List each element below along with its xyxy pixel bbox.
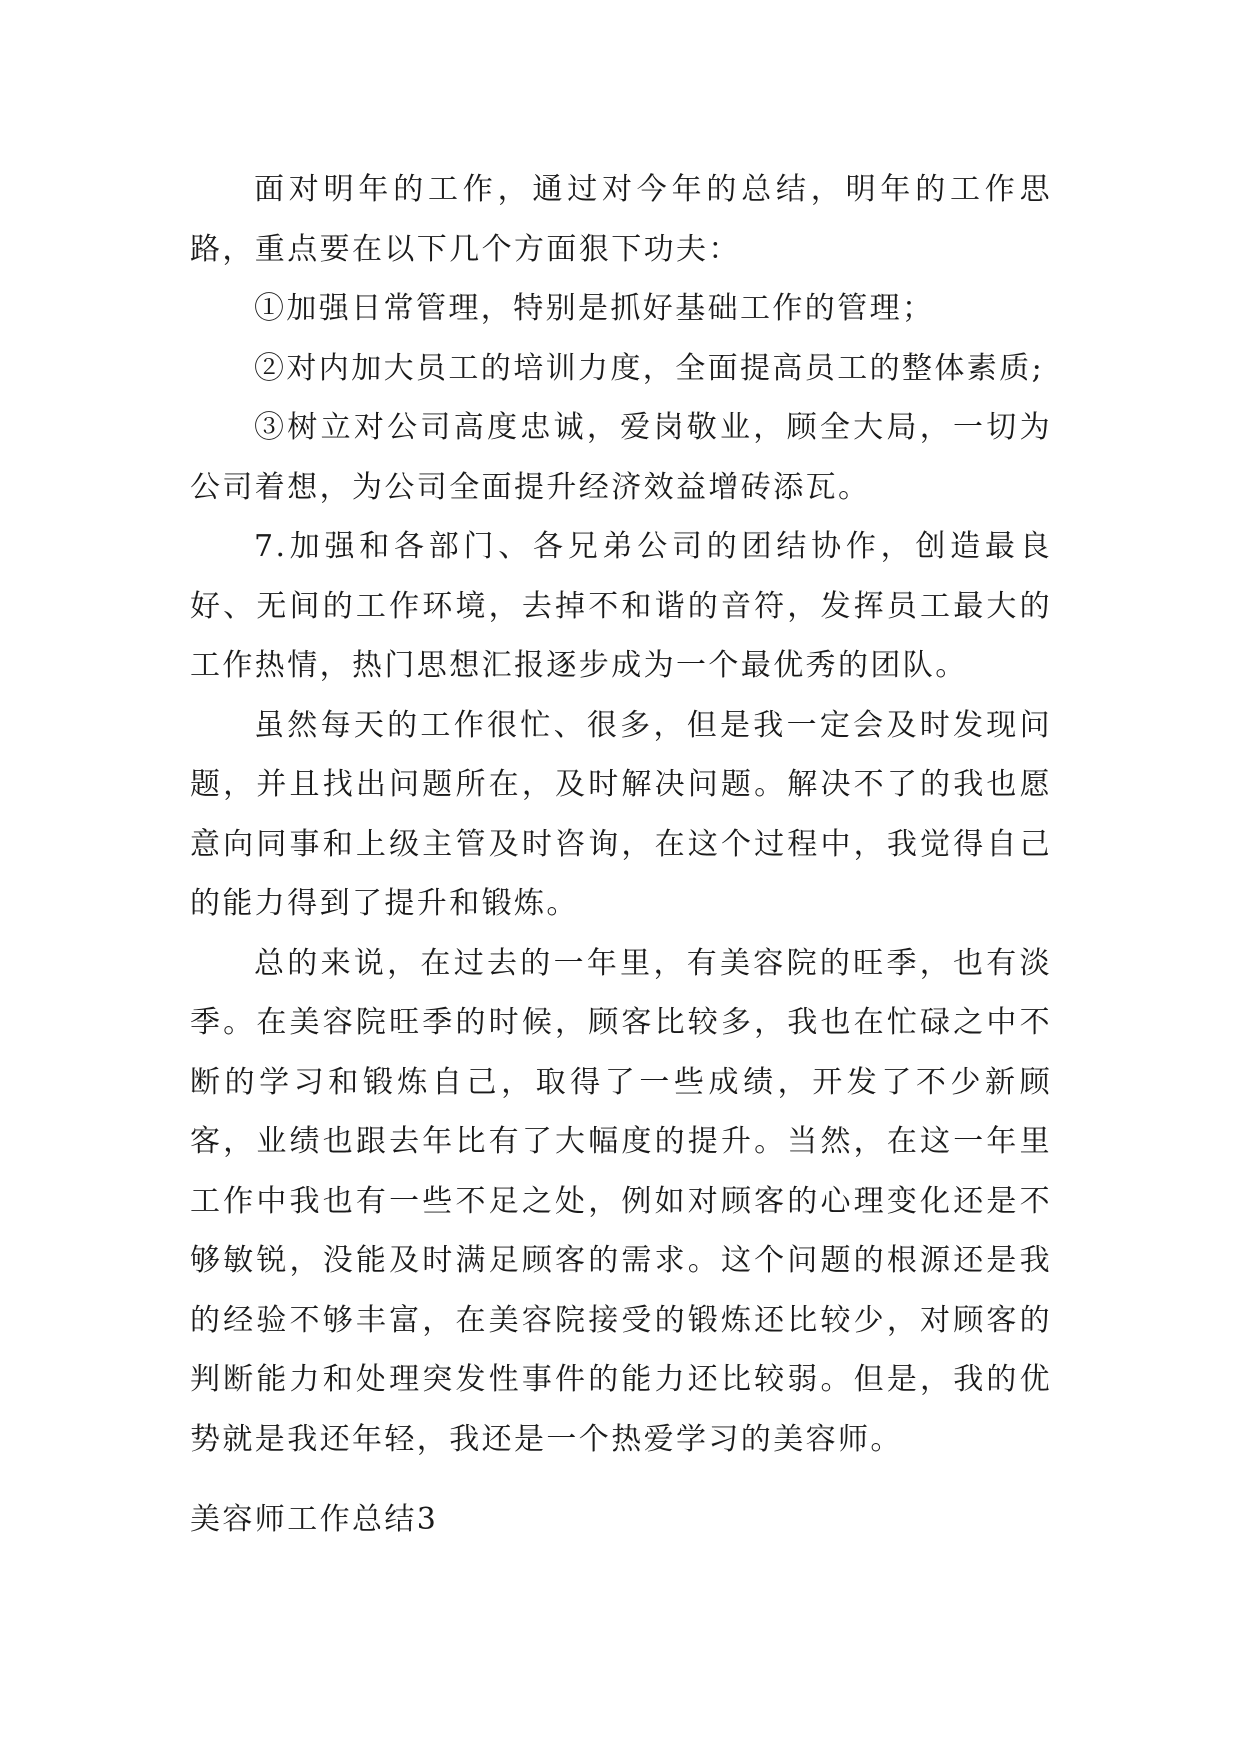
paragraph-problem-solving: 虽然每天的工作很忙、很多，但是我一定会及时发现问题，并且找出问题所在，及时解决问题。解决不了的我也愿意向同事和上级主管及时咨询，在这个过程中，我觉得自己的能力得到了提升和锻炼。 <box>190 707 1052 921</box>
paragraph-point-3: ③树立对公司高度忠诚，爱岗敬业，顾全大局，一切为公司着想，为公司全面提升经济效益增砖添瓦。 <box>190 410 1052 505</box>
paragraph-work-plan-intro: 面对明年的工作，通过对今年的总结，明年的工作思路，重点要在以下几个方面狠下功夫： <box>190 172 1052 267</box>
paragraph-point-1: ①加强日常管理，特别是抓好基础工作的管理； <box>254 291 935 326</box>
section-heading: 美容师工作总结3 <box>190 1502 439 1537</box>
paragraph-item-7: 7.加强和各部门、各兄弟公司的团结协作，创造最良好、无间的工作环境，去掉不和谐的音符，发挥员工最大的工作热情，热门思想汇报逐步成为一个最优秀的团队。 <box>190 529 1052 683</box>
paragraph-summary: 总的来说，在过去的一年里，有美容院的旺季，也有淡季。在美容院旺季的时候，顾客比较多，我也在忙碌之中不断的学习和锻炼自己，取得了一些成绩，开发了不少新顾客，业绩也跟去年比有了大幅度的提升。当然，在这一年里工作中我也有一些不足之处，例如对顾客的心理变化还是不够敏锐，没能及时满足顾客的需求。这个问题的根源还是我的经验不够丰富，在美容院接受的锻炼还比较少，对顾客的判断能力和处理突发性事件的能力还比较弱。但是，我的优势就是我还年轻，我还是一个热爱学习的美容师。 <box>190 945 1052 1457</box>
document-body <box>190 160 1052 1469</box>
paragraph-point-2: ②对内加大员工的培训力度，全面提高员工的整体素质; <box>254 350 1045 386</box>
